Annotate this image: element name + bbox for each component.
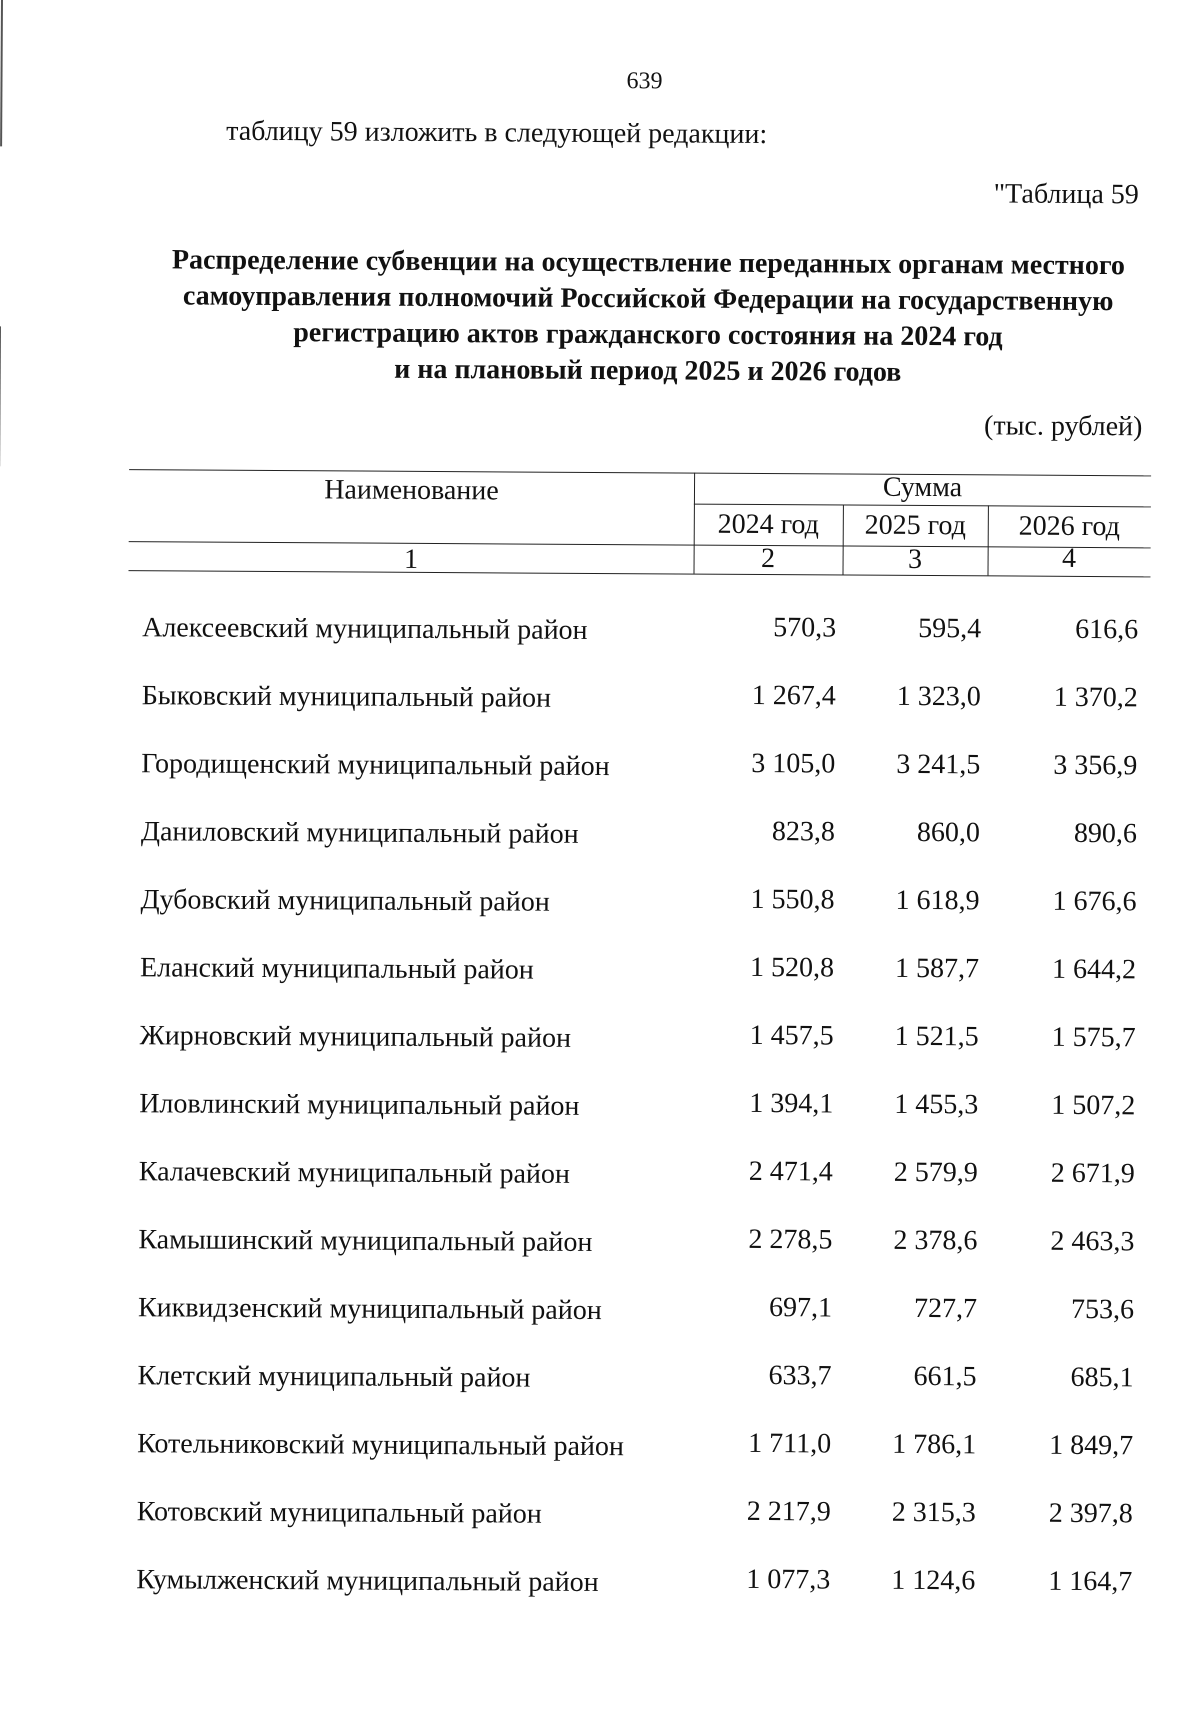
value-2024: 570,3 — [773, 612, 837, 644]
value-2026: 1 370,2 — [1053, 681, 1138, 714]
title-line: и на плановый период 2025 и 2026 годов — [394, 353, 902, 388]
value-2025: 1 124,6 — [891, 1564, 976, 1597]
table-row — [0, 811, 1195, 858]
value-2025: 1 455,3 — [894, 1088, 979, 1121]
value-2025: 1 786,1 — [892, 1428, 977, 1461]
district-name: Клетский муниципальный район — [137, 1360, 531, 1394]
district-name: Котовский муниципальный район — [136, 1496, 542, 1530]
district-name: Дубовский муниципальный район — [140, 884, 550, 918]
value-2026: 1 164,7 — [1048, 1565, 1133, 1598]
table-row — [0, 1559, 1190, 1606]
table-label: "Таблица 59 — [993, 178, 1139, 211]
value-2025: 1 521,5 — [894, 1020, 979, 1053]
value-2024: 1 457,5 — [749, 1019, 834, 1052]
value-2026: 1 644,2 — [1051, 953, 1137, 986]
header-year-2024: 2024 год — [717, 508, 820, 541]
district-name: Даниловский муниципальный район — [140, 816, 579, 850]
value-2025: 661,5 — [913, 1360, 977, 1393]
table-row — [0, 1287, 1192, 1334]
value-2026: 2 397,8 — [1048, 1497, 1133, 1530]
value-2025: 1 587,7 — [894, 952, 980, 985]
value-2024: 2 471,4 — [748, 1155, 833, 1188]
header-year-2026: 2026 год — [1018, 510, 1120, 543]
district-name: Быковский муниципальный район — [141, 680, 552, 714]
title-line: Распределение субвенции на осуществление переданных органам местного — [171, 244, 1125, 282]
header-col-number: 2 — [760, 542, 776, 575]
value-2024: 633,7 — [768, 1360, 832, 1392]
value-2025: 3 241,5 — [896, 748, 981, 781]
value-2024: 2 217,9 — [746, 1495, 831, 1528]
table-row — [0, 1423, 1191, 1470]
table-row — [0, 675, 1196, 722]
table-row — [0, 1015, 1194, 1062]
header-sum-group: Сумма — [882, 471, 963, 504]
value-2026: 2 463,3 — [1050, 1225, 1135, 1258]
value-2024: 697,1 — [768, 1292, 833, 1324]
value-2025: 2 315,3 — [891, 1496, 976, 1529]
value-2026: 753,6 — [1070, 1293, 1135, 1326]
district-name: Котельниковский муниципальный район — [137, 1428, 625, 1463]
value-2026: 2 671,9 — [1050, 1157, 1135, 1190]
table-row — [0, 1219, 1193, 1266]
value-2024: 3 105,0 — [751, 747, 836, 780]
value-2025: 860,0 — [916, 816, 981, 849]
table-row — [0, 1151, 1193, 1198]
value-2026: 1 849,7 — [1049, 1429, 1134, 1462]
value-2024: 1 394,1 — [749, 1087, 834, 1120]
district-name: Жирновский муниципальный район — [139, 1020, 572, 1054]
header-col-number: 3 — [907, 543, 923, 575]
table-row — [0, 1083, 1193, 1130]
page-number: 639 — [626, 68, 663, 95]
value-2024: 823,8 — [771, 816, 836, 848]
value-2026: 1 676,6 — [1052, 885, 1137, 918]
value-2025: 1 323,0 — [896, 680, 981, 713]
value-2025: 595,4 — [918, 612, 982, 645]
table-row — [0, 1491, 1191, 1538]
district-name: Киквидзенский муниципальный район — [137, 1292, 602, 1327]
header-col-number: 4 — [1062, 542, 1077, 574]
value-2026: 890,6 — [1073, 817, 1138, 850]
header-name-column: Наименование — [324, 474, 499, 507]
value-2024: 1 267,4 — [751, 679, 836, 712]
value-2026: 685,1 — [1070, 1361, 1134, 1394]
table-row — [0, 743, 1195, 790]
value-2026: 1 575,7 — [1051, 1021, 1136, 1054]
title-line: регистрацию актов гражданского состояния на 2024 год — [293, 317, 1003, 353]
title-line: самоуправления полномочий Российской Федерации на государственную — [182, 280, 1114, 318]
value-2024: 1 711,0 — [748, 1427, 832, 1460]
table-row — [0, 1355, 1192, 1402]
table-row — [0, 947, 1194, 994]
value-2024: 1 550,8 — [750, 883, 835, 916]
value-2025: 727,7 — [913, 1292, 978, 1325]
value-2024: 1 520,8 — [749, 951, 835, 984]
district-name: Калачевский муниципальный район — [138, 1156, 570, 1190]
value-2026: 3 356,9 — [1053, 749, 1138, 782]
value-2024: 1 077,3 — [746, 1563, 831, 1596]
district-name: Алексеевский муниципальный район — [142, 612, 588, 646]
value-2025: 2 378,6 — [893, 1224, 978, 1257]
district-name: Еланский муниципальный район — [139, 952, 534, 986]
value-2024: 2 278,5 — [748, 1223, 833, 1256]
value-2025: 1 618,9 — [895, 884, 980, 917]
units-label: (тыс. рублей) — [983, 410, 1143, 443]
header-year-2025: 2025 год — [864, 509, 966, 542]
intro-text: таблицу 59 изложить в следующей редакции: — [226, 115, 768, 151]
value-2026: 616,6 — [1075, 613, 1139, 646]
district-name: Городищенский муниципальный район — [141, 748, 610, 783]
table-title — [128, 242, 1169, 392]
district-name: Кумылженский муниципальный район — [136, 1564, 599, 1599]
district-name: Камышинский муниципальный район — [138, 1224, 593, 1258]
value-2026: 1 507,2 — [1051, 1089, 1136, 1122]
value-2025: 2 579,9 — [893, 1156, 978, 1189]
table-row — [0, 879, 1195, 926]
district-name: Иловлинский муниципальный район — [139, 1088, 580, 1122]
header-col-number: 1 — [403, 543, 419, 575]
scan-edge-mark — [0, 326, 1, 466]
table-row — [0, 607, 1196, 654]
